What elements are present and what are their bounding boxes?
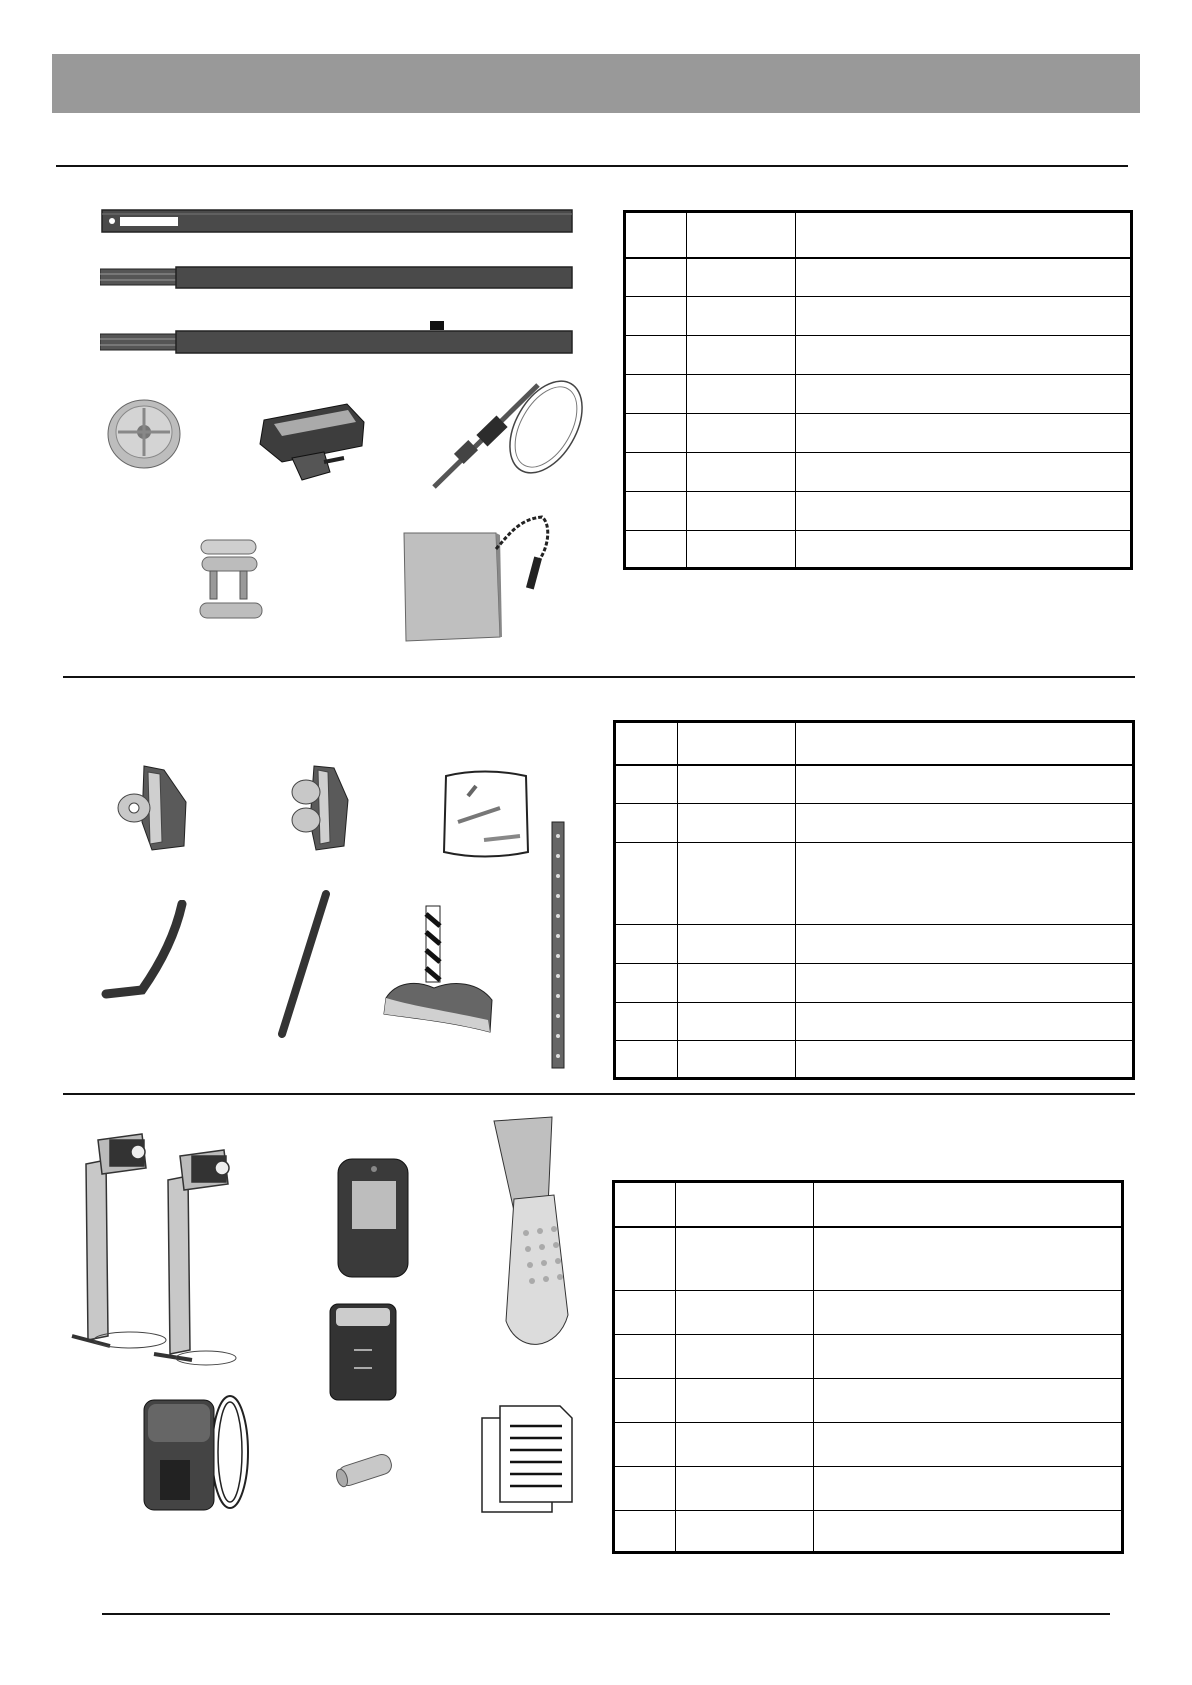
table-cell [625, 258, 687, 297]
table-header-cell [796, 722, 1134, 765]
table-cell [625, 375, 687, 414]
table-cell [614, 1511, 676, 1553]
table-row [625, 258, 1132, 297]
table-cell [625, 531, 687, 569]
table-row [614, 1291, 1123, 1335]
table-cell [676, 1379, 814, 1423]
table-cell [678, 843, 796, 925]
table-cell [796, 804, 1134, 843]
safety-sensors-illustration [68, 1120, 240, 1368]
table-header-cell [687, 212, 796, 258]
table-cell [796, 1041, 1134, 1079]
table-cell [796, 258, 1132, 297]
carriage-illustration [252, 400, 372, 485]
table-row [625, 375, 1132, 414]
rail-section-front-illustration [100, 208, 576, 236]
table-cell [796, 531, 1132, 569]
table-cell [615, 964, 678, 1003]
table-header-row [614, 1182, 1123, 1227]
table-row [614, 1423, 1123, 1467]
table-cell [614, 1467, 676, 1511]
table-cell [615, 804, 678, 843]
table-row [625, 531, 1132, 569]
table-cell [614, 1423, 676, 1467]
table-cell [678, 964, 796, 1003]
table-cell [676, 1467, 814, 1511]
parts-table-1 [623, 210, 1133, 570]
table-cell [796, 492, 1132, 531]
table-cell [814, 1467, 1123, 1511]
emergency-release-handle-illustration [382, 900, 498, 1038]
perforated-strap-illustration [549, 820, 567, 1070]
table-header-cell [614, 1182, 676, 1227]
table-cell [796, 414, 1132, 453]
table-cell [687, 336, 796, 375]
table-cell [615, 1003, 678, 1041]
table-cell [687, 375, 796, 414]
table-cell [687, 453, 796, 492]
table-cell [615, 765, 678, 804]
table-cell [678, 1041, 796, 1079]
hardware-bag-illustration [440, 768, 532, 860]
table-cell [625, 336, 687, 375]
table-cell [814, 1379, 1123, 1423]
table-cell [678, 925, 796, 964]
table-row [625, 492, 1132, 531]
wall-control-with-wire-illustration [140, 1392, 256, 1516]
table-cell [676, 1227, 814, 1291]
table-cell [676, 1291, 814, 1335]
master-link-illustration [198, 535, 268, 627]
idler-pulley-illustration [104, 392, 184, 472]
page-header-bar [52, 54, 1140, 113]
table-cell [615, 843, 678, 925]
table-row [614, 1467, 1123, 1511]
straight-door-arm-illustration [272, 888, 336, 1040]
table-cell [676, 1335, 814, 1379]
table-cell [814, 1423, 1123, 1467]
table-cell [625, 297, 687, 336]
table-cell [678, 765, 796, 804]
table-header-cell [814, 1182, 1123, 1227]
table-cell [796, 297, 1132, 336]
table-cell [678, 804, 796, 843]
table-cell [678, 1003, 796, 1041]
table-row [625, 414, 1132, 453]
footer-rule [102, 1613, 1110, 1615]
table-row [614, 1511, 1123, 1553]
table-cell [614, 1379, 676, 1423]
table-cell [676, 1511, 814, 1553]
table-cell [676, 1423, 814, 1467]
table-header-cell [678, 722, 796, 765]
table-header-cell [625, 212, 687, 258]
table-cell [625, 453, 687, 492]
table-cell [814, 1227, 1123, 1291]
chain-tensioner-assembly-illustration [428, 375, 588, 495]
wireless-keypad-illustration [488, 1115, 576, 1358]
table-header-row [615, 722, 1134, 765]
table-cell [614, 1227, 676, 1291]
table-row [625, 297, 1132, 336]
table-cell [796, 453, 1132, 492]
table-cell [814, 1291, 1123, 1335]
table-cell [814, 1335, 1123, 1379]
table-row [615, 804, 1134, 843]
section-divider [63, 676, 1135, 678]
table-header-cell [676, 1182, 814, 1227]
table-cell [687, 258, 796, 297]
battery-illustration [332, 1452, 398, 1490]
table-cell [687, 531, 796, 569]
table-cell [614, 1291, 676, 1335]
table-header-cell [615, 722, 678, 765]
section-divider [63, 1093, 1135, 1095]
table-cell [796, 1003, 1134, 1041]
table-row [615, 1041, 1134, 1079]
table-row [615, 964, 1134, 1003]
section-divider [56, 165, 1128, 167]
table-cell [796, 336, 1132, 375]
table-cell [796, 964, 1134, 1003]
table-cell [796, 375, 1132, 414]
parts-table-3 [612, 1180, 1124, 1554]
table-row [625, 336, 1132, 375]
visor-clip-remote-illustration [326, 1300, 406, 1404]
parts-table-2 [613, 720, 1135, 1080]
rail-section-middle-illustration [100, 265, 576, 291]
table-cell [687, 414, 796, 453]
table-row [615, 925, 1134, 964]
table-cell [687, 297, 796, 336]
table-row [615, 1003, 1134, 1041]
manual-documents-illustration [478, 1404, 576, 1516]
remote-control-illustration [334, 1155, 420, 1283]
rail-section-rear-illustration [100, 320, 576, 356]
table-cell [796, 843, 1134, 925]
door-bracket-illustration [282, 762, 362, 854]
table-cell [615, 1041, 678, 1079]
table-cell [796, 925, 1134, 964]
table-row [615, 765, 1134, 804]
table-cell [614, 1335, 676, 1379]
table-cell [625, 492, 687, 531]
table-cell [814, 1511, 1123, 1553]
header-bracket-illustration [112, 762, 192, 854]
control-box-with-chain-illustration [400, 513, 575, 645]
table-header-row [625, 212, 1132, 258]
table-row [614, 1227, 1123, 1291]
table-row [615, 843, 1134, 925]
table-row [614, 1335, 1123, 1379]
table-cell [615, 925, 678, 964]
table-row [625, 453, 1132, 492]
table-header-cell [796, 212, 1132, 258]
table-cell [625, 414, 687, 453]
table-row [614, 1379, 1123, 1423]
curved-door-arm-illustration [100, 900, 190, 1006]
table-cell [796, 765, 1134, 804]
table-cell [687, 492, 796, 531]
